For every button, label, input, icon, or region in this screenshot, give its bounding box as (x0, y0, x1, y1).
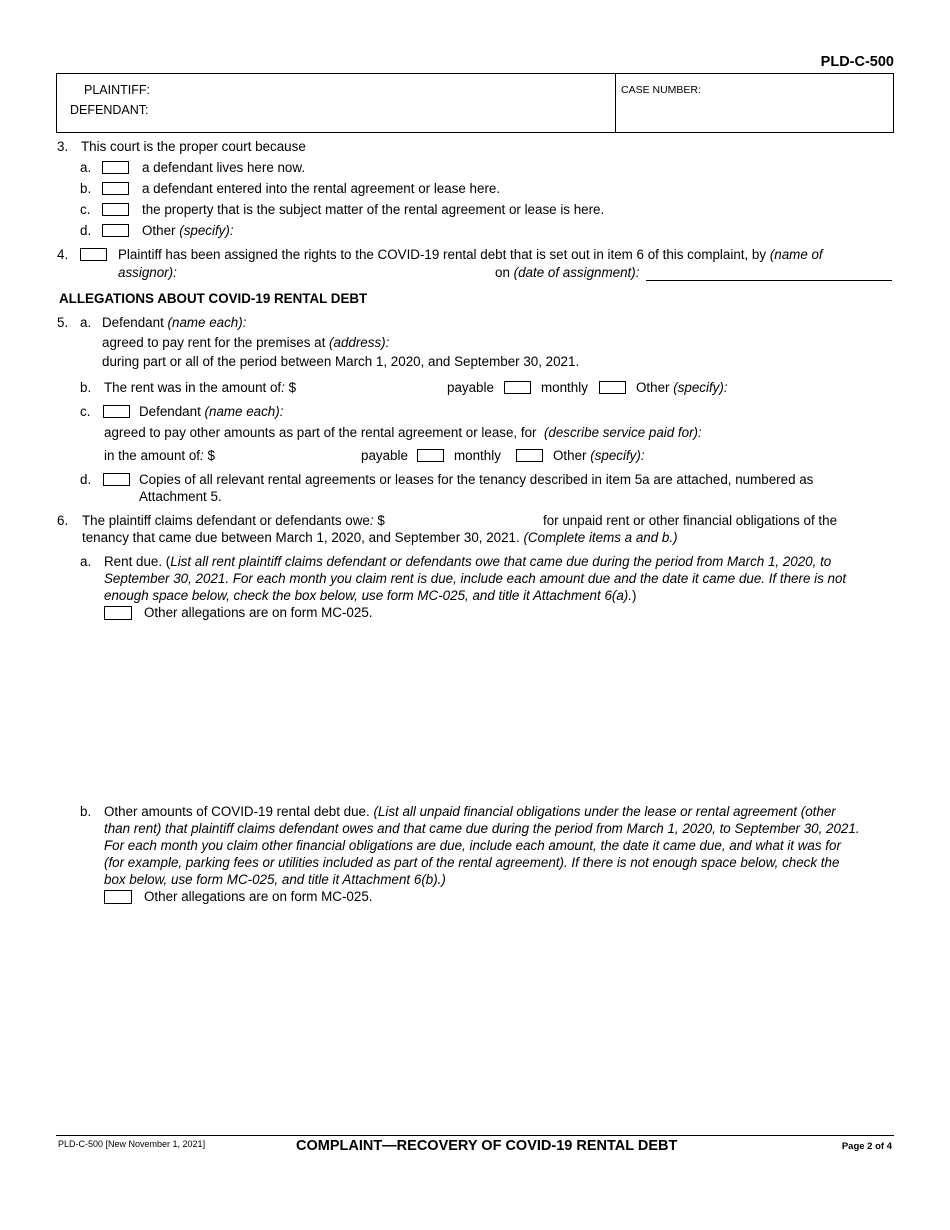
item4-date-label: (date of assignment): (513, 265, 640, 280)
item6a-instr1: List all rent plaintiff claims defendant or defendants owe that came due during the period from March 1, 2020, to (170, 554, 832, 569)
footer-rule (56, 1135, 894, 1136)
item6a-lead: Rent due. ( (104, 554, 171, 569)
item5b-other-text: Other (636, 380, 670, 395)
item5c-monthly: monthly (454, 448, 501, 463)
item5d-text1: Copies of all relevant rental agreements or leases for the tenancy described in item 5a are attached, numbered as (139, 472, 814, 487)
item3c-text: the property that is the subject matter of the rental agreement or lease is here. (142, 202, 605, 217)
item6-complete-items: (Complete items a and b.) (523, 530, 678, 545)
footer-page-number: Page 2 of 4 (841, 1141, 892, 1152)
form-id: PLD-C-500 (820, 54, 894, 70)
item5b-payable: payable (447, 380, 494, 395)
item6b-letter: b. (80, 804, 92, 819)
item6b-checkbox-label: Other allegations are on form MC-025. (144, 889, 373, 904)
item3d-other: Other (142, 223, 176, 238)
item5b-letter: b. (80, 380, 92, 395)
item4-text (118, 247, 823, 262)
item6b-line1 (104, 804, 836, 819)
item5c-other (553, 448, 645, 463)
item3a-letter: a. (80, 160, 92, 175)
case-number-label: CASE NUMBER: (621, 84, 701, 96)
item3a-text: a defendant lives here now. (142, 160, 306, 175)
item6-text2 (82, 530, 678, 545)
item5a-address: (address): (329, 335, 390, 350)
item5d-checkbox[interactable] (103, 473, 130, 486)
item5c-agreed (104, 425, 702, 440)
item5c-dollar: $ (207, 448, 215, 463)
footer-title: COMPLAINT—RECOVERY OF COVID-19 RENTAL DEBT (296, 1138, 678, 1154)
defendant-label: DEFENDANT: (70, 103, 149, 117)
item3b-text: a defendant entered into the rental agreement or lease here. (142, 181, 501, 196)
item5b-other (636, 380, 728, 395)
item5b-monthly-checkbox[interactable] (599, 381, 626, 394)
item6-text1 (82, 513, 385, 528)
item5a-name-each: (name each): (167, 315, 247, 330)
item6b-checkbox[interactable] (104, 890, 132, 904)
item6a-letter: a. (80, 554, 92, 569)
item6-number: 6. (57, 513, 69, 528)
item5c-payable-checkbox[interactable] (417, 449, 444, 462)
item3d-specify: (specify): (179, 223, 234, 238)
item5a-agreed (102, 335, 389, 350)
item4-name-of: (name of (769, 247, 823, 262)
item4-main: Plaintiff has been assigned the rights to the COVID-19 rental debt that is set out in item 6 of this complaint, by (118, 247, 767, 262)
item6a-checkbox[interactable] (104, 606, 132, 620)
item6-period: tenancy that came due between March 1, 2020, and September 30, 2021. (82, 530, 520, 545)
item5c-text (139, 404, 283, 419)
item5-number: 5. (57, 315, 69, 330)
item3c-letter: c. (80, 202, 91, 217)
item5c-monthly-checkbox[interactable] (516, 449, 543, 462)
item5c-defendant: Defendant (139, 404, 201, 419)
item5c-payable: payable (361, 448, 408, 463)
item6b-instr1: (List all unpaid financial obligations under the lease or rental agreement (other (373, 804, 836, 819)
footer-form-rev: PLD-C-500 [New November 1, 2021] (58, 1139, 206, 1149)
item5c-other-text: Other (553, 448, 587, 463)
item6-dollar: $ (377, 513, 385, 528)
item5b-payable-checkbox[interactable] (504, 381, 531, 394)
item6b-line3: For each month you claim other financial obligations are due, include each amount, the date it came due, and what it was for (104, 838, 841, 853)
item5c-name-each: (name each): (204, 404, 284, 419)
item4-assignor: assignor): (118, 265, 177, 280)
item6a-line3 (104, 588, 636, 603)
item5b-specify: (specify): (673, 380, 728, 395)
item5c-letter: c. (80, 404, 91, 419)
item5d-text2: Attachment 5. (139, 489, 222, 504)
item6b-line5: box below, use form MC-025, and title it Attachment 6(b).) (104, 872, 446, 887)
item6b-line4: (for example, parking fees or utilities included as part of the rental agreement). If there is not enough space below, check the (104, 855, 840, 870)
item3d-checkbox[interactable] (102, 224, 129, 237)
item5c-describe: (describe service paid for): (543, 425, 702, 440)
item5d-letter: d. (80, 472, 92, 487)
item5a-text (102, 315, 246, 330)
item5c-agreed-text: agreed to pay other amounts as part of the rental agreement or lease, for (104, 425, 537, 440)
caption-box (56, 73, 894, 133)
item5c-amount (104, 448, 215, 463)
item6a-checkbox-label: Other allegations are on form MC-025. (144, 605, 373, 620)
item3b-checkbox[interactable] (102, 182, 129, 195)
item3d-letter: d. (80, 223, 92, 238)
item5a-defendant: Defendant (102, 315, 164, 330)
caption-divider (615, 74, 616, 132)
item3-number: 3. (57, 139, 69, 154)
item5a-letter: a. (80, 315, 92, 330)
item6-claims: The plaintiff claims defendant or defendants owe (82, 513, 370, 528)
item6a-line1 (104, 554, 831, 569)
item3c-checkbox[interactable] (102, 203, 129, 216)
item5a-agreed-text: agreed to pay rent for the premises at (102, 335, 326, 350)
item6a-close: ) (631, 588, 637, 603)
item6-colon: : (369, 513, 374, 528)
item5b-colon: : (281, 380, 285, 395)
item6a-line2: September 30, 2021. For each month you claim rent is due, include each amount due and the date it came due. If there is not (104, 571, 847, 586)
item5b-dollar: $ (288, 380, 297, 395)
item6-text1b: for unpaid rent or other financial obligations of the (543, 513, 838, 528)
item4-date-line[interactable] (646, 280, 892, 281)
item3a-checkbox[interactable] (102, 161, 129, 174)
item6b-line2: than rent) that plaintiff claims defendant owes and that came due during the period from March 1, 2020, to September 30, 2021. (104, 821, 860, 836)
item4-on-word: on (495, 265, 510, 280)
section-heading: ALLEGATIONS ABOUT COVID-19 RENTAL DEBT (59, 291, 368, 306)
item5b-rent-text: The rent was in the amount of (104, 380, 282, 395)
item5c-checkbox[interactable] (103, 405, 130, 418)
item5b-text (104, 380, 296, 395)
item5a-period: during part or all of the period between March 1, 2020, and September 30, 2021. (102, 354, 580, 369)
item4-on (495, 265, 639, 280)
item3b-letter: b. (80, 181, 92, 196)
item6a-instr3: enough space below, check the box below, use form MC-025, and title it Attachment 6(a). (104, 588, 632, 603)
item3d-text (142, 223, 234, 238)
plaintiff-label: PLAINTIFF: (84, 83, 150, 97)
item4-checkbox[interactable] (80, 248, 107, 261)
item5c-colon: : (200, 448, 204, 463)
item3-text: This court is the proper court because (81, 139, 306, 154)
item5c-specify: (specify): (590, 448, 645, 463)
item4-number: 4. (57, 247, 69, 262)
item5c-amount-text: in the amount of (104, 448, 201, 463)
item6b-lead: Other amounts of COVID-19 rental debt due. (104, 804, 370, 819)
item5b-monthly: monthly (541, 380, 588, 395)
